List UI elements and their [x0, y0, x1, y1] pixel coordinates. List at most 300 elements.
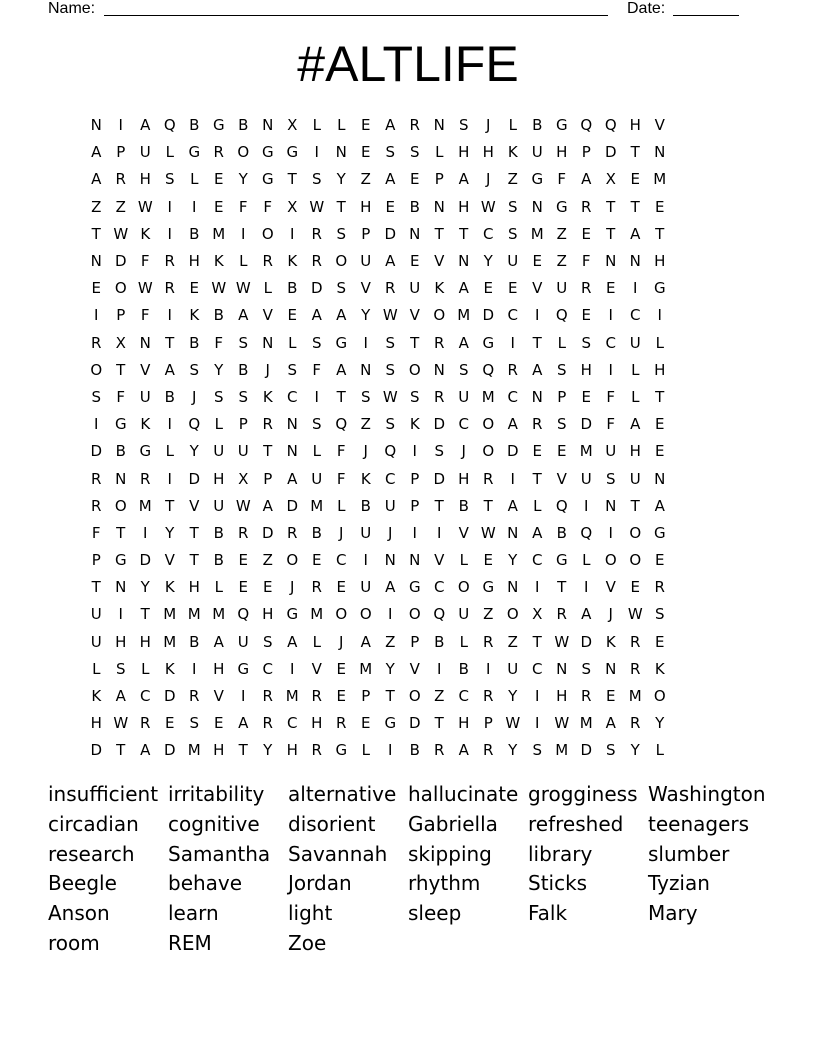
grid-letter: O	[653, 687, 666, 706]
grid-letter: W	[137, 197, 153, 216]
grid-letter: B	[115, 442, 126, 461]
grid-letter: L	[582, 551, 591, 570]
grid-letter: U	[629, 333, 641, 352]
grid-row	[84, 384, 732, 411]
grid-letter: V	[409, 659, 420, 678]
grid-letter: M	[310, 605, 324, 624]
grid-letter: Q	[433, 605, 446, 624]
grid-letter: V	[654, 116, 665, 135]
word-bank-word: behave	[168, 871, 243, 896]
grid-row	[84, 520, 732, 547]
grid-letter: H	[286, 741, 298, 760]
grid-letter: W	[627, 605, 643, 624]
grid-letter: V	[458, 523, 469, 542]
grid-letter: R	[140, 714, 151, 733]
word-bank-word: disorient	[288, 812, 376, 837]
grid-letter: U	[580, 469, 592, 488]
grid-letter: B	[360, 496, 371, 515]
grid-row	[84, 574, 732, 601]
grid-letter: T	[532, 333, 542, 352]
grid-letter: S	[311, 333, 322, 352]
grid-letter: Y	[238, 170, 248, 189]
grid-letter: O	[114, 279, 127, 298]
grid-letter: T	[165, 333, 175, 352]
grid-letter: G	[482, 333, 495, 352]
grid-letter: V	[213, 687, 224, 706]
grid-letter: H	[556, 687, 568, 706]
grid-letter: M	[481, 387, 495, 406]
grid-row	[84, 357, 732, 384]
grid-letter: S	[654, 605, 665, 624]
grid-letter: Y	[655, 714, 665, 733]
grid-letter: I	[167, 197, 172, 216]
grid-letter: I	[94, 306, 99, 325]
grid-letter: D	[163, 741, 176, 760]
grid-letter: R	[262, 714, 273, 733]
grid-letter: U	[531, 143, 543, 162]
grid-letter: D	[604, 143, 617, 162]
grid-letter: S	[434, 442, 445, 461]
grid-letter: A	[605, 714, 616, 733]
grid-letter: S	[336, 224, 347, 243]
grid-letter: D	[580, 415, 593, 434]
grid-letter: S	[605, 469, 616, 488]
grid-letter: D	[310, 279, 323, 298]
grid-letter: I	[290, 659, 295, 678]
grid-letter: I	[535, 306, 540, 325]
grid-letter: Z	[483, 605, 494, 624]
word-bank-word: room	[48, 930, 100, 955]
word-bank-word: alternative	[288, 782, 397, 807]
grid-row	[84, 302, 732, 329]
grid-letter: S	[287, 360, 298, 379]
grid-letter: L	[288, 333, 297, 352]
grid-letter: J	[290, 578, 295, 597]
grid-letter: R	[581, 279, 592, 298]
grid-letter: D	[433, 469, 446, 488]
grid-letter: S	[385, 143, 396, 162]
grid-letter: R	[483, 469, 494, 488]
grid-letter: V	[605, 578, 616, 597]
word-bank-word: slumber	[648, 841, 730, 866]
grid-letter: R	[164, 279, 175, 298]
word-bank-row	[48, 869, 788, 899]
grid-letter: G	[335, 741, 348, 760]
grid-letter: A	[458, 741, 469, 760]
grid-letter: I	[290, 224, 295, 243]
grid-letter: V	[532, 279, 543, 298]
grid-letter: L	[459, 632, 468, 651]
grid-letter: B	[458, 496, 469, 515]
grid-letter: E	[630, 578, 640, 597]
grid-letter: L	[655, 333, 664, 352]
word-bank-word: cognitive	[168, 812, 260, 837]
grid-letter: L	[508, 116, 517, 135]
grid-letter: L	[214, 415, 223, 434]
grid-letter: O	[482, 415, 495, 434]
grid-letter: T	[532, 469, 542, 488]
grid-letter: B	[238, 116, 249, 135]
grid-letter: A	[213, 632, 224, 651]
grid-letter: O	[506, 605, 519, 624]
grid-letter: E	[532, 252, 542, 271]
word-bank-word: skipping	[408, 841, 492, 866]
grid-letter: O	[408, 605, 421, 624]
grid-letter: N	[360, 360, 372, 379]
grid-letter: G	[261, 170, 274, 189]
grid-letter: F	[312, 360, 322, 379]
grid-letter: S	[262, 632, 273, 651]
grid-letter: Y	[336, 170, 346, 189]
word-bank-word: Tyzian	[648, 871, 710, 896]
grid-letter: Y	[385, 659, 395, 678]
grid-letter: R	[91, 333, 102, 352]
grid-letter: E	[508, 279, 518, 298]
grid-letter: R	[164, 252, 175, 271]
grid-letter: N	[654, 469, 666, 488]
grid-letter: R	[630, 714, 641, 733]
grid-letter: S	[532, 741, 543, 760]
grid-letter: H	[458, 714, 470, 733]
grid-letter: T	[140, 605, 150, 624]
grid-row	[84, 194, 732, 221]
grid-letter: N	[531, 387, 543, 406]
grid-letter: A	[630, 415, 641, 434]
grid-letter: L	[337, 496, 346, 515]
word-bank	[48, 780, 788, 958]
grid-letter: Y	[508, 687, 518, 706]
grid-letter: I	[143, 523, 148, 542]
grid-letter: T	[483, 496, 493, 515]
grid-letter: A	[458, 279, 469, 298]
grid-letter: N	[90, 116, 102, 135]
grid-letter: E	[581, 387, 591, 406]
grid-letter: E	[655, 551, 665, 570]
grid-letter: O	[286, 551, 299, 570]
grid-letter: K	[360, 469, 371, 488]
grid-letter: W	[235, 496, 251, 515]
grid-letter: I	[584, 496, 589, 515]
grid-letter: R	[238, 523, 249, 542]
grid-letter: V	[164, 551, 175, 570]
grid-letter: L	[557, 333, 566, 352]
grid-row	[84, 465, 732, 492]
grid-letter: A	[140, 116, 151, 135]
grid-letter: L	[533, 496, 542, 515]
grid-letter: H	[213, 741, 225, 760]
grid-letter: O	[114, 496, 127, 515]
grid-letter: R	[630, 659, 641, 678]
grid-letter: K	[140, 415, 151, 434]
grid-letter: B	[189, 116, 200, 135]
grid-letter: E	[214, 714, 224, 733]
grid-letter: I	[657, 306, 662, 325]
grid-letter: B	[164, 387, 175, 406]
grid-letter: V	[140, 360, 151, 379]
grid-letter: E	[532, 442, 542, 461]
grid-letter: C	[532, 659, 543, 678]
grid-row	[84, 710, 732, 737]
grid-letter: M	[555, 741, 569, 760]
grid-letter: A	[140, 741, 151, 760]
grid-letter: N	[433, 360, 445, 379]
grid-letter: R	[189, 687, 200, 706]
name-blank-line	[104, 15, 608, 16]
page-title: #ALTLIFE	[297, 36, 519, 92]
grid-letter: K	[262, 387, 273, 406]
grid-letter: R	[507, 360, 518, 379]
word-bank-word: refreshed	[528, 812, 624, 837]
grid-letter: G	[555, 197, 568, 216]
grid-letter: H	[213, 659, 225, 678]
grid-letter: Q	[237, 605, 250, 624]
grid-letter: B	[409, 197, 420, 216]
grid-letter: Z	[507, 632, 518, 651]
grid-letter: R	[532, 415, 543, 434]
word-bank-word: sleep	[408, 901, 462, 926]
grid-letter: T	[532, 632, 542, 651]
grid-letter: D	[384, 224, 397, 243]
grid-letter: I	[241, 224, 246, 243]
grid-letter: R	[581, 687, 592, 706]
grid-letter: R	[483, 741, 494, 760]
grid-letter: R	[434, 387, 445, 406]
grid-letter: P	[410, 496, 420, 515]
grid-letter: U	[90, 632, 102, 651]
grid-letter: U	[507, 659, 519, 678]
grid-letter: K	[213, 252, 224, 271]
grid-letter: K	[91, 687, 102, 706]
grid-letter: E	[214, 197, 224, 216]
grid-letter: N	[433, 116, 445, 135]
grid-letter: A	[507, 415, 518, 434]
grid-letter: U	[213, 496, 225, 515]
grid-letter: C	[483, 224, 494, 243]
word-bank-word: Mary	[648, 901, 698, 926]
grid-letter: G	[482, 578, 495, 597]
grid-letter: A	[164, 360, 175, 379]
word-bank-row	[48, 928, 788, 958]
grid-letter: S	[385, 333, 396, 352]
grid-letter: N	[90, 252, 102, 271]
grid-letter: W	[554, 632, 570, 651]
grid-letter: B	[434, 632, 445, 651]
grid-letter: B	[409, 741, 420, 760]
word-bank-row	[48, 810, 788, 840]
grid-letter: A	[238, 306, 249, 325]
grid-letter: D	[506, 442, 519, 461]
grid-letter: Y	[140, 578, 150, 597]
grid-letter: S	[385, 360, 396, 379]
grid-letter: Q	[580, 116, 593, 135]
grid-letter: B	[189, 224, 200, 243]
word-search-grid	[84, 112, 732, 765]
grid-letter: T	[238, 741, 248, 760]
grid-letter: L	[655, 741, 664, 760]
grid-letter: T	[263, 442, 273, 461]
grid-letter: G	[188, 143, 201, 162]
grid-letter: S	[91, 387, 102, 406]
grid-letter: B	[213, 551, 224, 570]
grid-letter: A	[91, 143, 102, 162]
grid-letter: Z	[360, 415, 371, 434]
grid-letter: H	[629, 116, 641, 135]
grid-letter: C	[434, 578, 445, 597]
grid-letter: B	[458, 659, 469, 678]
grid-row	[84, 411, 732, 438]
grid-letter: S	[385, 415, 396, 434]
grid-letter: R	[311, 252, 322, 271]
grid-letter: L	[435, 143, 444, 162]
grid-letter: O	[482, 442, 495, 461]
grid-letter: T	[336, 197, 346, 216]
grid-letter: W	[211, 279, 227, 298]
grid-letter: I	[167, 415, 172, 434]
grid-letter: Q	[188, 415, 201, 434]
grid-letter: N	[507, 578, 519, 597]
grid-letter: C	[507, 387, 518, 406]
grid-letter: G	[286, 605, 299, 624]
grid-letter: I	[486, 659, 491, 678]
grid-letter: U	[139, 143, 151, 162]
grid-letter: M	[212, 605, 226, 624]
grid-letter: P	[410, 632, 420, 651]
grid-letter: E	[214, 170, 224, 189]
grid-letter: S	[556, 360, 567, 379]
grid-letter: M	[138, 496, 152, 515]
grid-letter: N	[262, 333, 274, 352]
grid-letter: T	[655, 387, 665, 406]
grid-row	[84, 683, 732, 710]
grid-letter: B	[238, 360, 249, 379]
grid-letter: E	[361, 714, 371, 733]
grid-letter: F	[214, 333, 224, 352]
grid-letter: S	[213, 387, 224, 406]
grid-letter: F	[557, 170, 567, 189]
grid-letter: I	[314, 143, 319, 162]
grid-letter: K	[164, 578, 175, 597]
grid-row	[84, 221, 732, 248]
grid-letter: O	[629, 551, 642, 570]
word-bank-word: Jordan	[288, 871, 352, 896]
grid-letter: S	[409, 143, 420, 162]
grid-letter: G	[114, 551, 127, 570]
grid-letter: O	[457, 578, 470, 597]
grid-letter: P	[557, 387, 567, 406]
grid-letter: C	[262, 659, 273, 678]
grid-letter: I	[192, 659, 197, 678]
grid-letter: T	[165, 496, 175, 515]
grid-letter: R	[336, 714, 347, 733]
grid-letter: G	[335, 333, 348, 352]
grid-letter: E	[312, 551, 322, 570]
grid-letter: E	[655, 632, 665, 651]
grid-letter: U	[605, 442, 617, 461]
grid-letter: C	[507, 306, 518, 325]
grid-letter: I	[608, 523, 613, 542]
grid-letter: B	[189, 333, 200, 352]
grid-letter: L	[190, 170, 199, 189]
grid-letter: T	[434, 714, 444, 733]
grid-letter: N	[262, 116, 274, 135]
grid-letter: I	[94, 415, 99, 434]
grid-letter: B	[556, 523, 567, 542]
grid-letter: S	[164, 170, 175, 189]
grid-letter: J	[363, 442, 368, 461]
grid-letter: T	[557, 578, 567, 597]
grid-letter: S	[238, 387, 249, 406]
grid-letter: I	[412, 442, 417, 461]
grid-letter: D	[482, 306, 495, 325]
grid-letter: D	[580, 632, 593, 651]
grid-letter: S	[115, 659, 126, 678]
grid-letter: I	[535, 578, 540, 597]
grid-letter: H	[629, 442, 641, 461]
grid-letter: R	[311, 741, 322, 760]
grid-letter: R	[311, 578, 322, 597]
grid-letter: F	[606, 415, 616, 434]
grid-letter: E	[581, 306, 591, 325]
grid-letter: F	[263, 197, 273, 216]
grid-letter: P	[263, 469, 273, 488]
grid-letter: I	[633, 279, 638, 298]
grid-letter: L	[165, 442, 174, 461]
grid-letter: A	[238, 714, 249, 733]
grid-letter: M	[653, 170, 667, 189]
grid-letter: D	[261, 523, 274, 542]
grid-letter: H	[360, 197, 372, 216]
grid-letter: H	[482, 143, 494, 162]
grid-letter: A	[385, 252, 396, 271]
grid-letter: S	[507, 224, 518, 243]
grid-letter: N	[556, 659, 568, 678]
grid-letter: R	[262, 252, 273, 271]
grid-letter: G	[653, 279, 666, 298]
grid-letter: Z	[434, 687, 445, 706]
grid-letter: P	[581, 143, 591, 162]
grid-letter: Y	[508, 551, 518, 570]
grid-letter: D	[433, 415, 446, 434]
grid-letter: H	[188, 252, 200, 271]
grid-letter: K	[605, 632, 616, 651]
grid-letter: N	[605, 659, 617, 678]
grid-letter: B	[213, 306, 224, 325]
grid-letter: G	[212, 116, 225, 135]
grid-letter: O	[433, 306, 446, 325]
grid-letter: O	[335, 605, 348, 624]
grid-letter: R	[140, 469, 151, 488]
grid-letter: L	[631, 387, 640, 406]
grid-letter: M	[628, 687, 642, 706]
grid-letter: S	[605, 741, 616, 760]
grid-letter: V	[189, 496, 200, 515]
grid-letter: U	[360, 523, 372, 542]
grid-row	[84, 601, 732, 628]
grid-letter: E	[557, 442, 567, 461]
grid-letter: R	[654, 578, 665, 597]
grid-letter: I	[167, 469, 172, 488]
grid-letter: E	[91, 279, 101, 298]
grid-letter: I	[510, 469, 515, 488]
grid-letter: S	[189, 360, 200, 379]
word-bank-word: REM	[168, 930, 212, 955]
grid-letter: X	[287, 116, 298, 135]
grid-letter: S	[311, 170, 322, 189]
grid-letter: C	[458, 687, 469, 706]
grid-letter: V	[311, 659, 322, 678]
grid-letter: C	[140, 687, 151, 706]
word-bank-row	[48, 780, 788, 810]
